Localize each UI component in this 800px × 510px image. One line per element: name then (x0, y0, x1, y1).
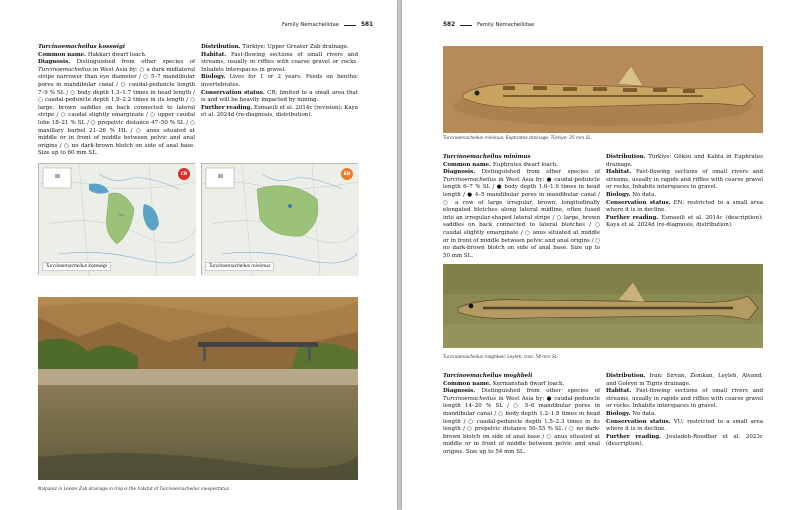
diagnosis-text-b: in West Asia by: ● caudal-peduncle length 14–20 % SL / ○ 5–6 mandibular pores in mandibular canal / ○ body depth 1.2–1.8 times in head length / ○ caudal-peduncle depth 1.5–2.3 times in its length / ○ prepelvic distance 50–55 % SL / ○ no dark-brown blotch on side of anal base / ○ anus situated at middle or in front of middle between pelvic and anal origins. Size up to 54 mm SL. (443, 395, 600, 455)
species-title: Turcinoemacheilus moghbeli (443, 373, 533, 379)
diagnosis-genus: Turcinoemacheilus (38, 66, 92, 73)
diagnosis-text-b: in West Asia by: ○ a dark midlateral stripe narrower than eye diameter / ○ 5–7 mandibular pores in mandibular canal / ○ caudal-peduncle length 7–9 % SL / ○ body depth 1.3–1.7 times in head length / ○ caudal-peduncle depth 1.9–2.2 times in its length / ○ large, brown saddles on back connected to lateral stripe / ○ caudal slightly emarginate / ○ upper caudal lobe 18–21 % SL / ○ prepelvic distance 47–50 % SL / ○ maxillary barbel 21–26 % HL / ○ anus situated at middle or in front of middle between pelvic and anal origins / ○ no dark-brown blotch on side of anal base. Size up to 60 mm SL. (38, 66, 195, 157)
distribution-label: Distribution. (201, 44, 241, 50)
distribution-label: Distribution. (606, 154, 646, 160)
common-name-label: Common name. (38, 51, 87, 58)
fish-image (443, 264, 763, 348)
further-reading-text: Esmaeili et al. 2014c (revision); Kaya et al. 2024d (re-diagnosis, distribution). (201, 104, 359, 119)
further-reading-text: Jouladeh-Roudbar et al. 2023c (description). (606, 433, 764, 448)
distribution-map-minimus (201, 163, 358, 275)
species-account-kosswigi (38, 44, 195, 157)
habitat-label: Habitat. (606, 388, 632, 395)
distribution-map-kosswigi (38, 163, 195, 275)
further-reading-label: Further reading. (201, 104, 253, 111)
distribution-text: Türkiye: Göksu and Kahta in Euphrates drainage. (606, 154, 763, 168)
conservation-label: Conservation status. (201, 89, 265, 96)
map-graphic (39, 164, 196, 276)
conservation-label: Conservation status. (606, 418, 671, 425)
fish-photo-moghbeli-caption: Turcinoemacheilus moghbeli; Leyleh, Iran; 54 mm SL. (443, 355, 559, 360)
biology-text: Lives for 1 or 2 years. Feeds on benthic invertebrates. (201, 74, 358, 88)
species-account-moghbeli-cont (606, 373, 763, 483)
biology-label: Biology. (606, 410, 631, 417)
habitat-text: Fast-flowing sections of small rivers and streams, usually in rapids and riffles with coarse gravel or rocks. Inhabits interspaces in gravel. (606, 169, 763, 191)
habitat-label: Habitat. (201, 51, 227, 58)
river-landscape-image (38, 297, 358, 480)
habitat-photo-caption: Nalparez in Lesser Zab drainage in Iraq is the habitat of Turcinoemacheilus inexpectatus. (38, 487, 231, 492)
biology-label: Biology. (201, 74, 226, 81)
map-graphic (202, 164, 359, 276)
further-reading-label: Further reading. (606, 214, 659, 221)
map-caption: Turcinoemacheilus kosswigi (42, 262, 111, 271)
common-name: Kermanshah dwarf loach. (492, 380, 565, 387)
right-page (402, 0, 800, 510)
conservation-label: Conservation status. (606, 199, 671, 206)
fish-photo-moghbeli (443, 264, 763, 348)
running-header (282, 22, 373, 28)
header-rule (344, 25, 356, 26)
header-family: Family Nemacheilidae (282, 22, 339, 28)
species-account-kosswigi-cont (201, 44, 358, 154)
diagnosis-label: Diagnosis. (38, 59, 71, 66)
header-family: Family Nemacheilidae (477, 22, 535, 28)
diagnosis-text-b: in West Asia by: ● caudal-peduncle length 6–7 % SL / ● body depth 1.6–1.9 times in head length / ● 4–5 mandibular pores in mandibular canal / ○ a row of large irregular, brown, longitudinally elongated blotches along lateral midline, often fused into an irregular-shaped lateral stripe / ○ large, brown saddles on back connected to lateral blotches / ○ caudal slightly emarginate / ○ anus situated at middle or in front of middle between pelvic and anal origins / ○ no dark-brown blotch on side of anal base. Size up to 50 mm SL. (443, 176, 601, 259)
fish-photo-minimus-caption: Turcinoemacheilus minimus; Euphrates drainage, Türkiye; 35 mm SL. (443, 136, 593, 141)
diagnosis-text-a: Distinguished from other species of (76, 59, 195, 66)
conservation-text: CR; limited to a small area that is and will be heavily impacted by mining. (201, 89, 358, 104)
further-reading-text: Esmaeili et al. 2014c (description); Kaya et al. 2024d (re-diagnosis, distribution). (606, 214, 763, 229)
further-reading-label: Further reading. (606, 433, 662, 440)
common-name-label: Common name. (443, 380, 492, 387)
species-account-moghbeli (443, 373, 600, 483)
species-account-minimus-cont (606, 154, 763, 254)
species-title: Turcinoemacheilus minimus (443, 154, 531, 160)
fish-image (443, 46, 763, 133)
biology-text: No data. (632, 191, 657, 198)
diagnosis-genus: Turcinoemacheilus (443, 176, 497, 183)
habitat-photo (38, 297, 358, 480)
habitat-label: Habitat. (606, 169, 632, 176)
fish-photo-minimus (443, 46, 763, 133)
left-page (0, 0, 397, 510)
conservation-badge: CR (178, 168, 190, 180)
map-caption: Turcinoemacheilus minimus (205, 262, 274, 271)
common-name: Hakkari dwarf loach. (87, 51, 147, 58)
species-title: Turcinoemacheilus kosswigi (38, 44, 125, 50)
diagnosis-text-a: Distinguished from other species of (481, 169, 600, 176)
species-account-minimus (443, 154, 601, 259)
diagnosis-text-a: Distinguished from other species of (481, 388, 600, 395)
habitat-text: Fast-flowing sections of small rivers and streams, usually in riffles with coarse gravel or rocks. Inhabits interspaces in gravel. (201, 51, 358, 73)
common-name: Euphrates dwarf loach. (492, 161, 559, 168)
page-number: 581 (360, 22, 374, 28)
biology-label: Biology. (606, 191, 631, 198)
conservation-badge: EN (341, 168, 353, 180)
distribution-text: Türkiye: Upper Greater Zab drainage. (242, 44, 349, 50)
distribution-text: Iran: Sirvan, Zemkan, Leyleh, Alvand, and Goleyn in Tigris drainage. (606, 373, 764, 387)
distribution-label: Distribution. (606, 373, 646, 379)
conservation-text: EN; restricted to a small area where it is in decline. (606, 199, 763, 214)
diagnosis-label: Diagnosis. (443, 169, 476, 176)
page-number: 582 (443, 22, 456, 28)
conservation-text: VU; restricted to a small area where it is in decline. (606, 418, 763, 433)
habitat-text: Fast-flowing sections of small rivers and streams, usually in rapids and riffles with coarse gravel or rocks. Inhabits interspaces in gravel. (606, 388, 763, 410)
diagnosis-genus: Turcinoemacheilus (443, 395, 497, 402)
diagnosis-label: Diagnosis. (443, 388, 476, 395)
running-header (443, 22, 534, 28)
biology-text: No data. (632, 410, 657, 417)
common-name-label: Common name. (443, 161, 492, 168)
header-rule (460, 25, 472, 26)
